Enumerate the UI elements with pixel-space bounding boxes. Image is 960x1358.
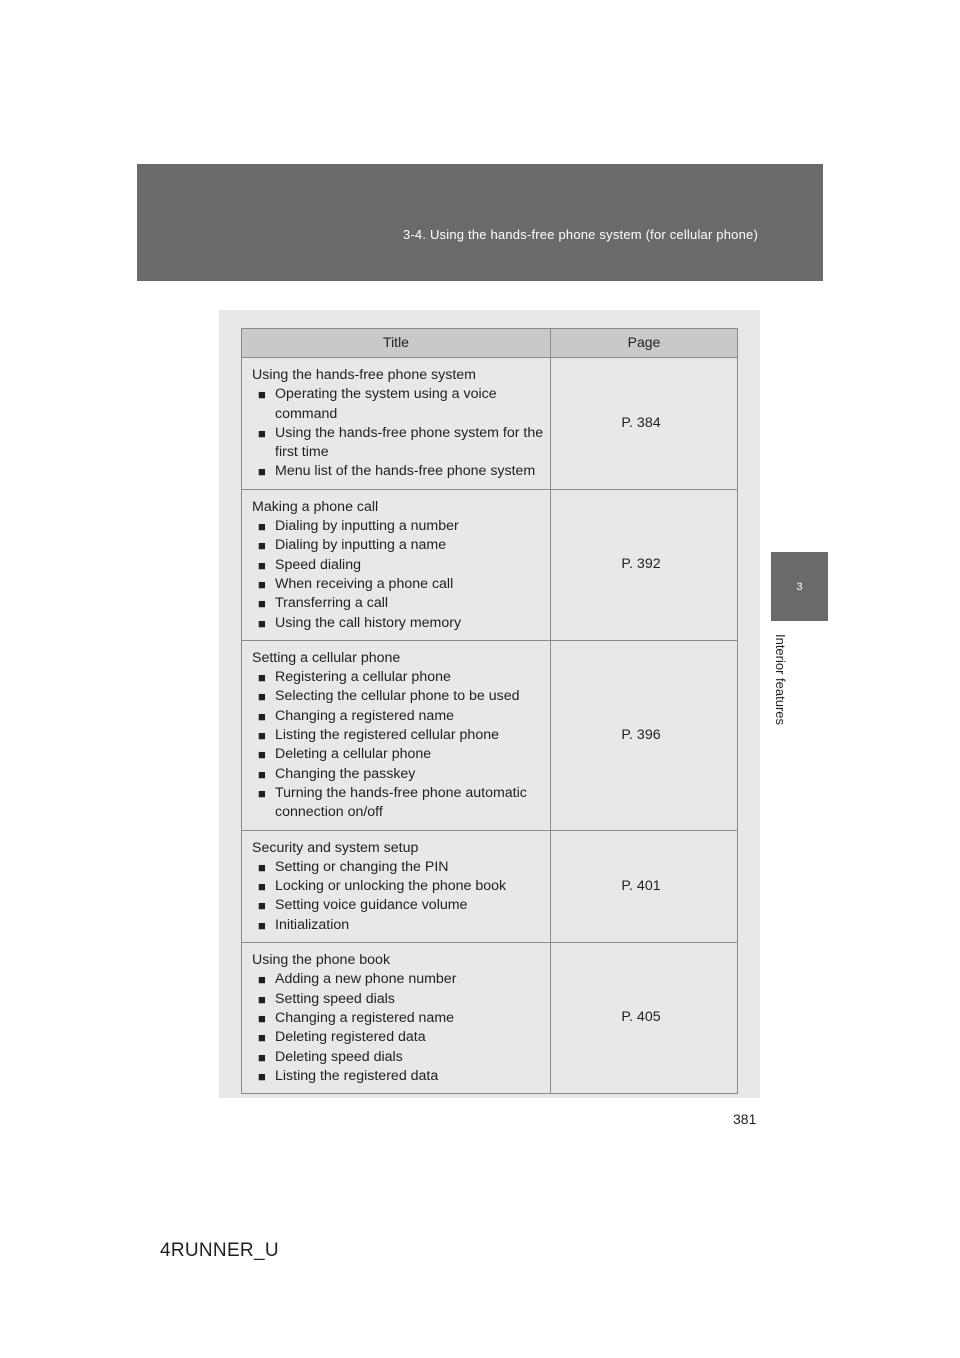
table-row: [242, 640, 738, 830]
page-reference: P. 401: [551, 830, 738, 942]
list-item: ■ Registering a cellular phone: [258, 668, 544, 687]
sub-item-list: [252, 385, 544, 481]
contents-table: [241, 328, 738, 1094]
list-item: ■ Setting speed dials: [258, 990, 544, 1009]
sub-item-list: [252, 668, 544, 822]
list-item: ■ Using the hands-free phone system for the first time: [258, 424, 544, 463]
row-title-cell: [242, 830, 551, 942]
page-reference: P. 396: [551, 640, 738, 830]
page-reference: P. 384: [551, 358, 738, 490]
row-title: Security and system setup: [252, 839, 419, 856]
list-item: ■ Deleting registered data: [258, 1028, 544, 1047]
chapter-label-text: Interior features: [773, 633, 789, 726]
page-reference: P. 392: [551, 489, 738, 640]
header-band: [137, 164, 823, 281]
chapter-tab: [771, 552, 828, 621]
list-item: ■ Operating the system using a voice command: [258, 385, 544, 424]
list-item: ■ Listing the registered data: [258, 1067, 544, 1086]
title-column-header: Title: [242, 329, 551, 358]
list-item: ■ Setting or changing the PIN: [258, 858, 544, 877]
list-item: ■ Listing the registered cellular phone: [258, 726, 544, 745]
chapter-label: [771, 622, 791, 737]
chapter-number: 3: [796, 580, 803, 593]
row-title-cell: [242, 640, 551, 830]
row-title: Using the phone book: [252, 952, 391, 969]
list-item: ■ Changing a registered name: [258, 1009, 544, 1028]
list-item: ■ Initialization: [258, 916, 544, 935]
page-number: 381: [733, 1111, 757, 1127]
row-title-cell: [242, 943, 551, 1094]
row-title: Making a phone call: [252, 498, 379, 515]
sub-item-list: [252, 517, 544, 633]
list-item: ■ Menu list of the hands-free phone system: [258, 462, 544, 481]
table-row: [242, 489, 738, 640]
list-item: ■ Speed dialing: [258, 556, 544, 575]
row-title: Using the hands-free phone system: [252, 367, 476, 383]
section-title: 3-4. Using the hands-free phone system (for cellular phone): [402, 227, 758, 242]
row-title: Setting a cellular phone: [252, 649, 401, 666]
row-title-cell: [242, 489, 551, 640]
list-item: ■ Selecting the cellular phone to be used: [258, 687, 544, 706]
document-code: 4RUNNER_U: [160, 1240, 279, 1261]
table-row: [242, 358, 738, 490]
row-title-cell: [242, 358, 551, 490]
list-item: ■ Dialing by inputting a name: [258, 536, 544, 555]
list-item: ■ When receiving a phone call: [258, 575, 544, 594]
list-item: ■ Transferring a call: [258, 594, 544, 613]
sub-item-list: [252, 858, 544, 935]
table-row: [242, 830, 738, 942]
list-item: ■ Using the call history memory: [258, 614, 544, 633]
list-item: ■ Turning the hands-free phone automatic connection on/off: [258, 784, 544, 823]
page-reference: P. 405: [551, 943, 738, 1094]
list-item: ■ Locking or unlocking the phone book: [258, 877, 544, 896]
list-item: ■ Deleting speed dials: [258, 1048, 544, 1067]
list-item: ■ Deleting a cellular phone: [258, 745, 544, 764]
list-item: ■ Adding a new phone number: [258, 970, 544, 989]
list-item: ■ Changing a registered name: [258, 707, 544, 726]
page-column-header: Page: [551, 329, 738, 358]
list-item: ■ Dialing by inputting a number: [258, 517, 544, 536]
list-item: ■ Changing the passkey: [258, 765, 544, 784]
list-item: ■ Setting voice guidance volume: [258, 896, 544, 915]
table-header-row: [242, 329, 738, 358]
table-row: [242, 943, 738, 1094]
sub-item-list: [252, 970, 544, 1086]
